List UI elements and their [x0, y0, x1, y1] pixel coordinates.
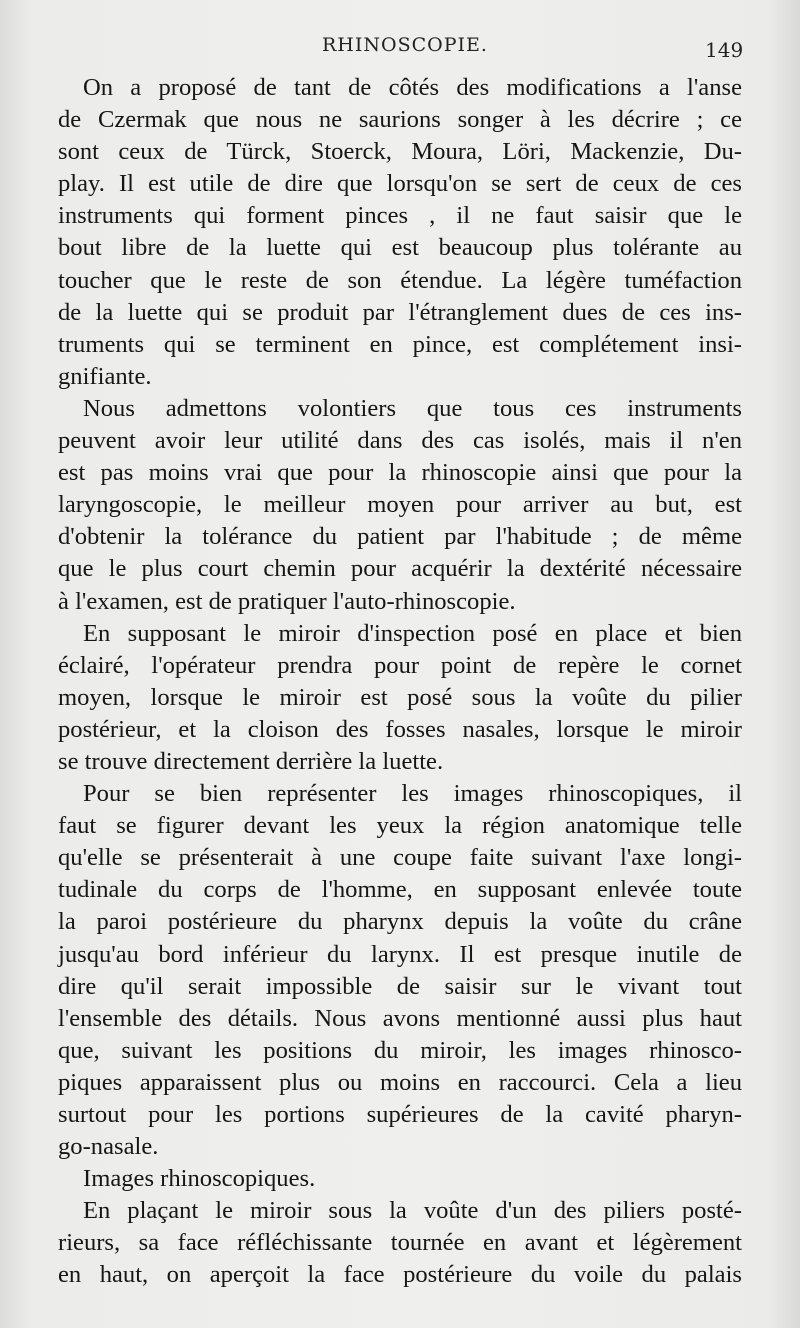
page-number: 149 [705, 38, 744, 62]
text-line: l'ensemble des détails. Nous avons mentionné aussi plus haut [58, 1004, 742, 1032]
text-line: Nous admettons volontiers que tous ces instruments [83, 394, 742, 422]
page-header [0, 34, 800, 64]
running-head: RHINOSCOPIE. [322, 34, 488, 56]
text-line: dire qu'il serait impossible de saisir sur le vivant tout [58, 972, 742, 1000]
text-line: bout libre de la luette qui est beaucoup plus tolérante au [58, 234, 742, 262]
text-line: surtout pour les portions supérieures de la cavité pharyn- [58, 1101, 742, 1128]
text-line: peuvent avoir leur utilité dans des cas isolés, mais il n'en [58, 427, 742, 455]
text-line: se trouve directement derrière la luette. [58, 747, 444, 775]
text-line: laryngoscopie, le meilleur moyen pour arriver au but, est [58, 491, 742, 519]
text-line: que, suivant les positions du miroir, les images rhinosco- [58, 1036, 742, 1064]
text-line: gnifiante. [58, 362, 152, 390]
text-line: jusqu'au bord inférieur du larynx. Il est presque inutile de [58, 940, 742, 968]
text-line: go-nasale. [58, 1133, 159, 1161]
body-text [58, 72, 742, 1292]
text-line: En plaçant le miroir sous la voûte d'un des piliers posté- [83, 1197, 742, 1225]
text-line: qu'elle se présenterait à une coupe faite suivant l'axe longi- [58, 844, 742, 872]
text-line: toucher que le reste de son étendue. La légère tuméfaction [58, 266, 742, 294]
text-line: piques apparaissent plus ou moins en raccourci. Cela a lieu [58, 1068, 742, 1096]
text-line: moyen, lorsque le miroir est posé sous la voûte du pilier [58, 683, 742, 711]
text-line: que le plus court chemin pour acquérir la dextérité nécessaire [58, 555, 742, 583]
text-line: la paroi postérieure du pharynx depuis la voûte du crâne [58, 908, 742, 936]
text-line: truments qui se terminent en pince, est complétement insi- [58, 330, 742, 358]
text-line: Pour se bien représenter les images rhinoscopiques, il [83, 780, 742, 808]
section-heading: Images rhinoscopiques. [83, 1165, 316, 1193]
text-line: en haut, on aperçoit la face postérieure du voile du palais [58, 1261, 742, 1289]
text-line: rieurs, sa face réfléchissante tournée en avant et légèrement [58, 1229, 742, 1257]
text-line: instruments qui forment pinces , il ne faut saisir que le [58, 202, 742, 230]
text-line: de la luette qui se produit par l'étranglement dues de ces ins- [58, 298, 742, 326]
text-line: sont ceux de Türck, Stoerck, Moura, Löri, Mackenzie, Du- [58, 138, 742, 166]
text-line: est pas moins vrai que pour la rhinoscopie ainsi que pour la [58, 459, 742, 487]
text-line: On a proposé de tant de côtés des modifications a l'anse [83, 74, 742, 101]
text-line: faut se figurer devant les yeux la région anatomique telle [58, 812, 742, 840]
text-line: à l'examen, est de pratiquer l'auto-rhinoscopie. [58, 587, 516, 615]
text-line: de Czermak que nous ne saurions songer à les décrire ; ce [58, 106, 742, 134]
text-line: play. Il est utile de dire que lorsqu'on se sert de ceux de ces [58, 170, 742, 198]
text-line: d'obtenir la tolérance du patient par l'habitude ; de même [58, 523, 742, 551]
text-line: En supposant le miroir d'inspection posé en place et bien [83, 619, 742, 647]
text-line: postérieur, et la cloison des fosses nasales, lorsque le miroir [58, 715, 742, 743]
text-line: tudinale du corps de l'homme, en supposant enlevée toute [58, 876, 742, 904]
text-line: éclairé, l'opérateur prendra pour point de repère le cornet [58, 651, 742, 679]
